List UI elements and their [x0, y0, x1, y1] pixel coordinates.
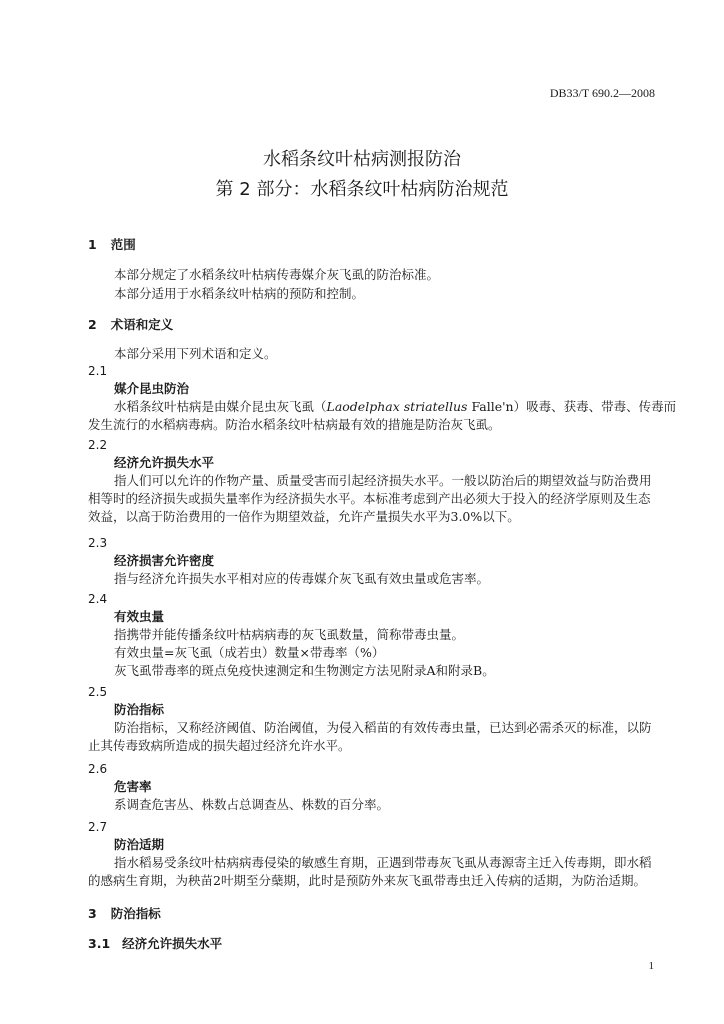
- document-title-line1: 水稻条纹叶枯病测报防治: [263, 149, 461, 170]
- clause-number: 2.5: [88, 685, 108, 699]
- document-title-line2: 第 2 部分：水稻条纹叶枯病防治规范: [215, 179, 509, 200]
- term-heading: 防治指标: [114, 702, 165, 717]
- paragraph: 指携带并能传播条纹叶枯病病毒的灰飞虱数量，简称带毒虫量。: [114, 627, 465, 642]
- section-title: 防治指标: [110, 906, 161, 921]
- text: Falle'n）吸毒、获毒、带毒、传毒而: [467, 399, 677, 414]
- paragraph: 防治指标，又称经济阈值、防治阈值，为侵入稻苗的有效传毒虫量，已达到必需杀灭的标准，以防止其传毒致病所造成的损失超过经济允许水平。: [88, 720, 652, 753]
- paragraph: 本部分适用于水稻条纹叶枯病的预防和控制。: [114, 286, 365, 301]
- paragraph: 系调查危害丛、株数占总调查丛、株数的百分率。: [114, 797, 390, 812]
- section-title: 术语和定义: [110, 317, 174, 332]
- section-2-heading: [88, 316, 173, 334]
- term-heading: 危害率: [114, 779, 152, 794]
- paragraph: 本部分规定了水稻条纹叶枯病传毒媒介灰飞虱的防治标准。: [114, 267, 440, 282]
- paragraph: 本部分采用下列术语和定义。: [114, 346, 277, 361]
- term-heading: 媒介昆虫防治: [114, 381, 190, 396]
- section-1-heading: [88, 236, 136, 254]
- clause-number: 2.6: [88, 762, 108, 776]
- standard-number: DB33/T 690.2—2008: [549, 86, 655, 100]
- section-number: 3: [88, 906, 97, 921]
- species-name: Laodelphax striatellus: [326, 399, 468, 414]
- section-3-1-heading: [88, 935, 222, 953]
- section-number: 1: [88, 237, 97, 252]
- paragraph: [114, 398, 676, 416]
- section-number: 3.1: [88, 936, 111, 951]
- section-title: 范围: [110, 237, 136, 252]
- paragraph-continuation: 发生流行的水稻病毒病。防治水稻条纹叶枯病最有效的措施是防治灰飞虱。: [88, 417, 501, 432]
- section-title: 经济允许损失水平: [122, 936, 223, 951]
- term-heading: 经济允许损失水平: [114, 455, 215, 470]
- clause-number: 2.7: [88, 820, 108, 834]
- text: 水稻条纹叶枯病是由媒介昆虫灰飞虱（: [114, 399, 327, 414]
- clause-number: 2.2: [88, 438, 108, 452]
- term-heading: 防治适期: [114, 837, 165, 852]
- paragraph: 指水稻易受条纹叶枯病病毒侵染的敏感生育期，正遇到带毒灰飞虱从毒源寄主迁入传毒期，即水稻的感病生育期，为秧苗2叶期至分蘖期，此时是预防外来灰飞虱带毒虫迁入传病的适期，为防治适期。: [88, 855, 652, 888]
- formula-line: 有效虫量=灰飞虱（成若虫）数量×带毒率（%）: [114, 645, 385, 660]
- section-3-heading: [88, 905, 161, 923]
- term-heading: 经济损害允许密度: [114, 553, 215, 568]
- page-number: 1: [648, 960, 654, 972]
- clause-number: 2.3: [88, 536, 108, 550]
- paragraph: 指人们可以允许的作物产量、质量受害而引起经济损失水平。一般以防治后的期望效益与防治费用相等时的经济损失或损失量率作为经济损失水平。本标准考虑到产出必须大于投入的经济学原则及生态效益，以高于防治费用的一倍作为期望效益，允许产量损失水平为3.0%以下。: [88, 473, 652, 524]
- clause-number: 2.1: [88, 364, 108, 378]
- paragraph: 灰飞虱带毒率的斑点免疫快速测定和生物测定方法见附录A和附录B。: [114, 663, 495, 678]
- clause-number: 2.4: [88, 592, 108, 606]
- term-heading: 有效虫量: [114, 609, 165, 624]
- paragraph: 指与经济允许损失水平相对应的传毒媒介灰飞虱有效虫量或危害率。: [114, 571, 490, 586]
- section-number: 2: [88, 317, 97, 332]
